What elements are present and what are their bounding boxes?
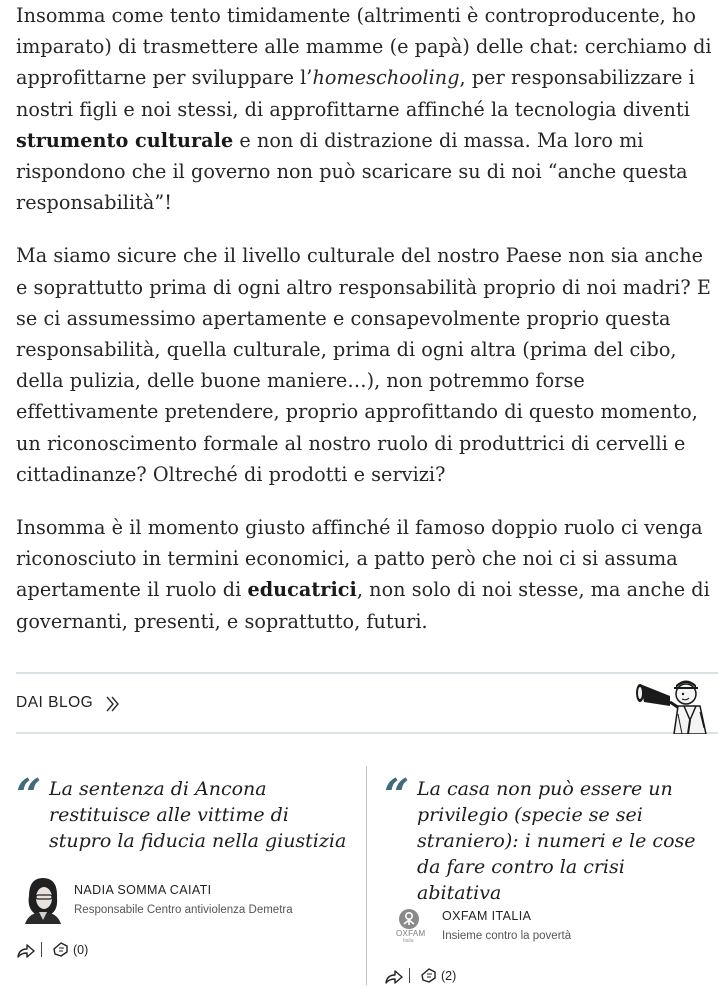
double-chevron-right-icon[interactable] bbox=[106, 696, 120, 712]
blog-card[interactable] bbox=[384, 770, 714, 906]
blog-section-title[interactable]: DAI BLOG bbox=[16, 694, 94, 711]
separator bbox=[41, 942, 42, 957]
paragraph-text: Insomma è il momento giusto affinché il famoso doppio ruolo ci venga riconosciuto in termini economici, a patto però che noi ci si assuma apertamente il ruolo di bbox=[16, 516, 703, 602]
paragraph-1 bbox=[16, 0, 718, 218]
blog-card-quote[interactable] bbox=[384, 770, 714, 906]
author-role: Insieme contro la povertà bbox=[442, 930, 572, 942]
comment-count[interactable]: (2) bbox=[441, 969, 457, 983]
quote-mark-icon: “ bbox=[16, 770, 42, 821]
author-name[interactable]: NADIA SOMMA CAIATI bbox=[74, 883, 212, 897]
share-icon[interactable] bbox=[384, 967, 404, 985]
blog-section-header bbox=[16, 672, 718, 734]
quote-mark-icon: “ bbox=[384, 770, 410, 821]
comment-icon[interactable] bbox=[52, 941, 70, 959]
article-body bbox=[16, 0, 718, 637]
megaphone-man-icon bbox=[634, 676, 712, 734]
oxfam-logo-text: OXFAM bbox=[396, 929, 426, 938]
blog-card[interactable] bbox=[16, 770, 351, 854]
separator bbox=[409, 968, 410, 983]
comment-count[interactable]: (0) bbox=[73, 943, 89, 957]
italic-term: homeschooling bbox=[312, 66, 460, 90]
paragraph-2: Ma siamo sicure che il livello culturale del nostro Paese non sia anche e soprattutto prima di ogni altro responsabilità proprio di noi madri? E se ci assumessimo apertamente e consapevolmente proprio questa responsabilità, quella culturale, prima di ogni altra (prima del cibo, della pulizia, delle buone maniere…), non potremmo forse effettivamente pretendere, proprio approfittando di questo momento, un riconoscimento formale al nostro ruolo di produttrici di cervelli e cittadinanze? Oltreché di prodotti e servizi? bbox=[16, 244, 711, 486]
blog-card-quote[interactable] bbox=[16, 770, 351, 854]
paragraph-text: , per responsabilizzare i nostri figli e noi stessi, di approfittarne affinché la tecnologia diventi bbox=[16, 66, 695, 121]
author-role: Responsabile Centro antiviolenza Demetra bbox=[74, 904, 293, 916]
oxfam-logo-icon bbox=[398, 908, 420, 930]
share-icon[interactable] bbox=[16, 941, 36, 959]
blog-card-actions bbox=[384, 967, 504, 987]
author-name[interactable]: OXFAM ITALIA bbox=[442, 909, 532, 923]
bold-term: strumento culturale bbox=[16, 128, 234, 152]
paragraph-3 bbox=[16, 512, 718, 637]
paragraph-text: , non solo di noi stesse, ma anche di governanti, presenti, e soprattutto, futuri. bbox=[16, 578, 710, 633]
bold-term: educatrici bbox=[247, 578, 357, 602]
blog-card-title[interactable]: La casa non può essere un privilegio (specie se sei straniero): i numeri e le cose da fare contro la crisi abitativa bbox=[417, 778, 696, 904]
paragraph-text: e non di distrazione di massa. Ma loro mi rispondono che il governo non può scaricare su di noi “anche questa responsabilità”! bbox=[16, 128, 688, 215]
blog-card-title[interactable]: La sentenza di Ancona restituisce alle vittime di stupro la fiducia nella giustizia bbox=[49, 778, 347, 852]
oxfam-logo-subtext: Italia bbox=[403, 938, 414, 944]
card-divider bbox=[366, 766, 367, 985]
paragraph-text: Insomma come tento timidamente (altrimenti è controproducente, ho imparato) di trasmettere alle mamme (e papà) delle chat: cerchiamo di approfittarne per sviluppare l’ bbox=[16, 4, 712, 90]
avatar bbox=[21, 874, 65, 924]
blog-card-actions bbox=[16, 941, 136, 961]
comment-icon[interactable] bbox=[420, 967, 438, 985]
